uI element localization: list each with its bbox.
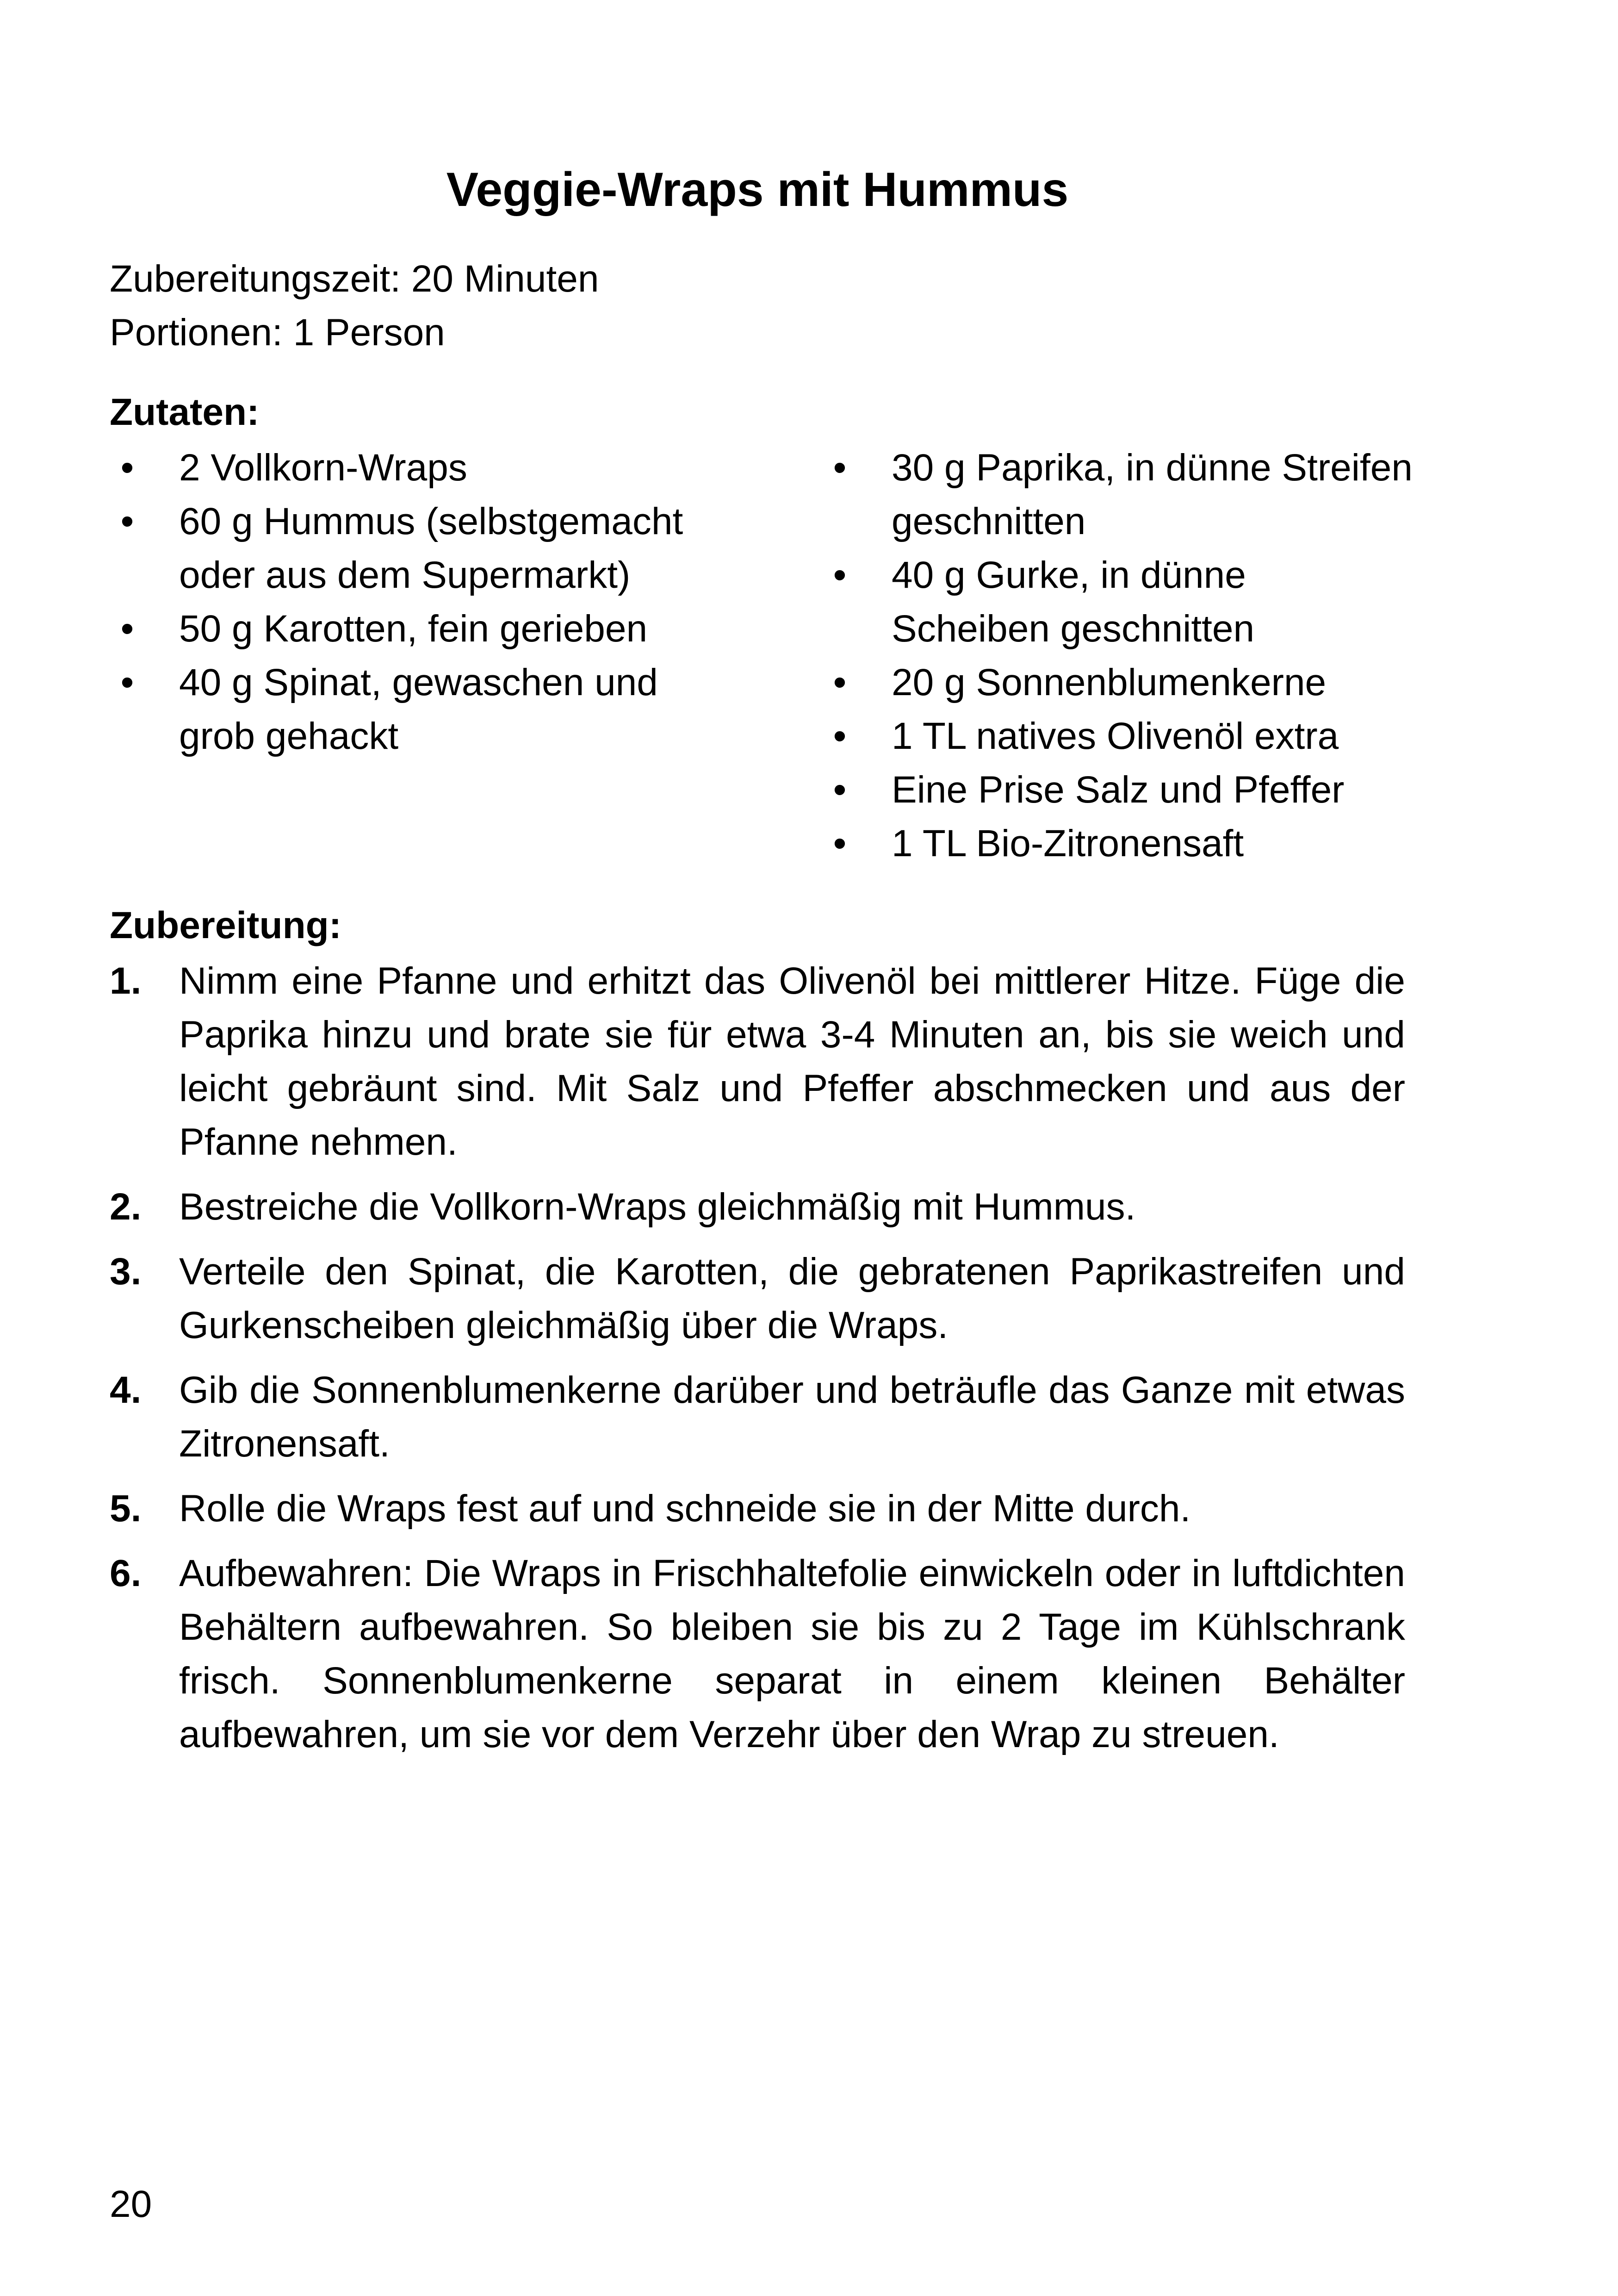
bullet-icon: •	[120, 608, 134, 650]
step-item	[110, 1180, 1405, 1234]
ingredient-item	[110, 441, 716, 495]
step-number: 2.	[110, 1186, 142, 1228]
ingredient-item	[822, 709, 1414, 763]
bullet-icon: •	[120, 661, 134, 703]
ingredient-item	[822, 817, 1414, 871]
bullet-icon: •	[120, 447, 134, 489]
ingredient-text: 1 TL Bio-Zitronensaft	[892, 822, 1244, 865]
preparation-heading: Zubereitung:	[110, 904, 342, 946]
step-text: Bestreiche die Vollkorn-Wraps gleichmäßig mit Hummus.	[179, 1186, 1136, 1228]
bullet-icon: •	[833, 769, 847, 811]
preparation-steps	[110, 954, 1405, 1773]
ingredient-text: 30 g Paprika, in dünne Streifen geschnitten	[892, 447, 1413, 542]
ingredient-item	[110, 602, 716, 656]
step-number: 5.	[110, 1487, 142, 1530]
step-number: 6.	[110, 1552, 142, 1594]
ingredient-item	[822, 441, 1414, 548]
ingredients-list-left	[110, 441, 716, 763]
servings: Portionen: 1 Person	[110, 311, 445, 354]
step-text: Verteile den Spinat, die Karotten, die gebratenen Paprikastreifen und Gurkenscheiben gleichmäßig über die Wraps.	[179, 1251, 1405, 1346]
bullet-icon: •	[120, 500, 134, 542]
bullet-icon: •	[833, 661, 847, 703]
ingredient-text: 40 g Gurke, in dünne Scheiben geschnitten	[892, 554, 1255, 650]
ingredient-text: 20 g Sonnenblumenkerne	[892, 661, 1327, 703]
ingredient-item	[110, 656, 716, 763]
bullet-icon: •	[833, 715, 847, 757]
ingredient-text: 60 g Hummus (selbstgemacht oder aus dem Supermarkt)	[179, 500, 683, 596]
bullet-icon: •	[833, 822, 847, 865]
step-text: Nimm eine Pfanne und erhitzt das Olivenöl bei mittlerer Hitze. Füge die Paprika hinzu und brate sie für etwa 3-4 Minuten an, bis sie weich und leicht gebräunt sind. Mit Salz und Pfeffer abschmecken und aus der Pfanne nehmen.	[179, 960, 1405, 1163]
ingredients-heading: Zutaten:	[110, 391, 260, 433]
ingredient-text: 50 g Karotten, fein gerieben	[179, 608, 648, 650]
step-item	[110, 954, 1405, 1169]
recipe-meta	[110, 252, 599, 360]
ingredient-item	[822, 548, 1414, 656]
ingredient-text: Eine Prise Salz und Pfeffer	[892, 769, 1345, 811]
step-text: Rolle die Wraps fest auf und schneide sie in der Mitte durch.	[179, 1487, 1191, 1530]
step-item	[110, 1363, 1405, 1471]
bullet-icon: •	[833, 554, 847, 596]
bullet-icon: •	[833, 447, 847, 489]
step-number: 1.	[110, 960, 142, 1002]
ingredient-item	[110, 495, 716, 602]
step-number: 4.	[110, 1369, 142, 1411]
step-text: Gib die Sonnenblumenkerne darüber und beträufle das Ganze mit etwas Zitronensaft.	[179, 1369, 1405, 1465]
ingredient-text: 40 g Spinat, gewaschen und grob gehackt	[179, 661, 658, 757]
step-item	[110, 1547, 1405, 1761]
recipe-title: Veggie-Wraps mit Hummus	[446, 163, 1069, 217]
ingredient-text: 2 Vollkorn-Wraps	[179, 447, 467, 489]
page-number: 20	[110, 2183, 152, 2225]
prep-time: Zubereitungszeit: 20 Minuten	[110, 258, 599, 300]
step-text: Aufbewahren: Die Wraps in Frischhaltefolie einwickeln oder in luftdichten Behältern aufbewahren. So bleiben sie bis zu 2 Tage im Kühlschrank frisch. Sonnenblumenkerne separat in einem kleinen Behälter aufbewahren, um sie vor dem Verzehr über den Wrap zu streuen.	[179, 1552, 1405, 1755]
ingredient-text: 1 TL natives Olivenöl extra	[892, 715, 1339, 757]
ingredient-item	[822, 656, 1414, 709]
step-item	[110, 1482, 1405, 1536]
step-number: 3.	[110, 1251, 142, 1293]
ingredient-item	[822, 763, 1414, 817]
step-item	[110, 1245, 1405, 1352]
ingredients-list-right	[822, 441, 1414, 871]
